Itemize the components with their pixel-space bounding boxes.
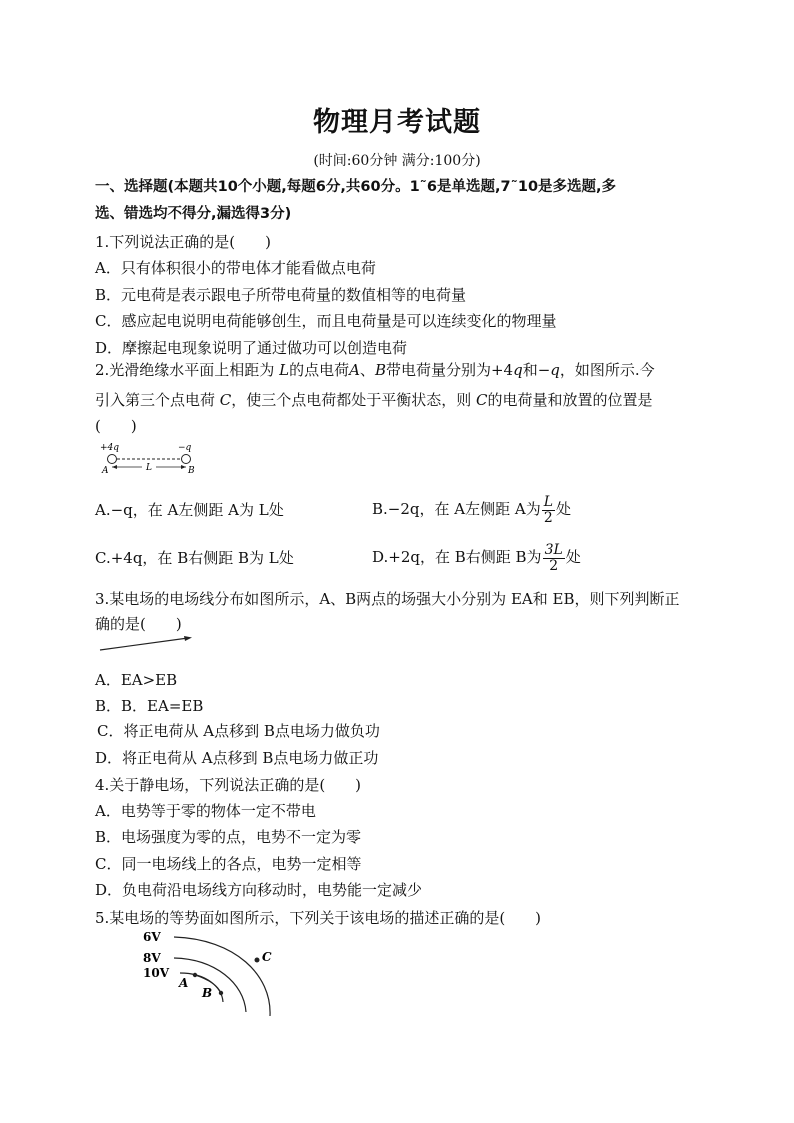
q3-option-a: A．EA>EB — [95, 671, 178, 689]
q2-stem-text: 2.光滑绝缘水平面上相距为 — [95, 361, 280, 379]
arrowhead-right — [181, 465, 186, 469]
q3-option-c: C．将正电荷从 A点移到 B点电场力做负功 — [97, 722, 380, 740]
q2-var-c: C — [476, 391, 488, 409]
exam-title: 物理月考试题 — [313, 107, 481, 138]
distance-label: L — [146, 463, 152, 473]
q4-option-d: D．负电荷沿电场线方向移动时，电势能一定减少 — [95, 881, 423, 899]
arrowhead-left — [112, 465, 117, 469]
q2-option-a: A.−q，在 A左侧距 A为 L处 — [95, 501, 284, 519]
fraction-numerator: L — [543, 493, 554, 510]
q2-charges-figure — [98, 440, 208, 476]
q2-option-d-text: D.+2q，在 B右侧距 B为 — [372, 548, 542, 566]
q2-stem-line3: ( ) — [95, 417, 137, 435]
charge-label-right: −q — [178, 443, 192, 453]
potential-label-8v: 8V — [143, 951, 161, 965]
fraction-denominator: 2 — [549, 557, 559, 574]
q2-option-c: C.+4q，在 B右侧距 B为 L处 — [95, 549, 294, 567]
q4-stem: 4.关于静电场，下列说法正确的是( ) — [95, 776, 362, 794]
field-line-arrowhead — [184, 636, 192, 641]
q2-var-c: C — [219, 391, 232, 409]
q2-stem-text: 和− — [522, 361, 551, 379]
q2-var-q: q — [550, 361, 560, 379]
point-c-dot — [255, 958, 260, 963]
charge-b-circle — [182, 455, 191, 464]
q3-stem-line2: 确的是( ) — [95, 615, 182, 633]
q2-option-b — [372, 490, 571, 528]
point-label-b: B — [202, 986, 213, 1000]
equipotential-curve-6v — [174, 937, 270, 1016]
potential-label-10v: 10V — [143, 966, 170, 980]
q5-stem: 5.某电场的等势面如图所示，下列关于该电场的描述正确的是( ) — [95, 909, 542, 927]
q5-equipotential-figure — [140, 930, 290, 1018]
fraction-denominator: 2 — [543, 509, 553, 526]
q2-option-d — [372, 538, 581, 576]
point-label-a: A — [102, 466, 109, 476]
exam-subtitle: (时间:60分钟 满分:100分) — [313, 153, 481, 169]
point-label-c: C — [262, 950, 272, 964]
point-label-b: B — [188, 466, 195, 476]
field-line — [100, 638, 188, 650]
charge-label-left: +4q — [100, 443, 120, 453]
q2-stem-text: 带电荷量分别为+4 — [385, 361, 514, 379]
q1-option-b: B．元电荷是表示跟电子所带电荷量的数值相等的电荷量 — [95, 286, 467, 304]
q2-var-q: q — [513, 361, 523, 379]
q1-option-d: D．摩擦起电现象说明了通过做功可以创造电荷 — [95, 339, 408, 357]
fraction — [543, 543, 565, 574]
q1-stem: 1.下列说法正确的是( ) — [95, 233, 272, 251]
point-label-a: A — [179, 976, 189, 990]
fraction — [542, 495, 555, 526]
q2-stem-text: 的电荷量和放置的位置是 — [487, 391, 653, 409]
charge-a-circle — [108, 455, 117, 464]
section-heading-line1: 一、选择题(本题共10个小题,每题6分,共60分。1˜6是单选题,7˜10是多选题,多 — [95, 179, 617, 195]
q4-option-c: C．同一电场线上的各点，电势一定相等 — [95, 855, 362, 873]
q2-stem-line2 — [95, 390, 653, 410]
q4-option-a: A．电势等于零的物体一定不带电 — [95, 802, 316, 820]
q2-stem-text: ，如图所示.今 — [559, 361, 655, 379]
q4-option-b: B．电场强度为零的点，电势不一定为零 — [95, 828, 362, 846]
q2-stem-line1 — [95, 360, 655, 380]
q2-stem-text: 、 — [359, 361, 375, 379]
q3-field-line-figure — [98, 632, 198, 654]
q3-option-d: D．将正电荷从 A点移到 B点电场力做正功 — [95, 749, 379, 767]
q2-var-l: L — [279, 361, 290, 379]
q2-stem-text: ，使三个点电荷都处于平衡状态，则 — [231, 391, 477, 409]
fraction-numerator: 3L — [544, 541, 563, 558]
point-a-dot — [193, 973, 197, 977]
section-heading-line2: 选、错选均不得分,漏选得3分) — [95, 206, 292, 222]
q2-stem-text: 引入第三个点电荷 — [95, 391, 220, 409]
q2-option-b-text: 处 — [556, 500, 572, 518]
q2-stem-text: 的点电荷 — [289, 361, 350, 379]
q2-option-b-text: B.−2q，在 A左侧距 A为 — [372, 500, 541, 518]
q1-option-c: C．感应起电说明电荷能够创生，而且电荷量是可以连续变化的物理量 — [95, 312, 557, 330]
q3-stem-line1: 3.某电场的电场线分布如图所示，A、B两点的场强大小分别为 EA和 EB，则下列判断正 — [95, 590, 680, 608]
q3-option-b: B．B．EA=EB — [95, 697, 204, 715]
potential-label-6v: 6V — [143, 930, 161, 944]
point-b-dot — [219, 991, 223, 995]
q2-var-b: B — [374, 361, 386, 379]
q2-option-d-text: 处 — [565, 548, 581, 566]
q2-var-a: A — [349, 361, 360, 379]
q1-option-a: A．只有体积很小的带电体才能看做点电荷 — [95, 259, 376, 277]
